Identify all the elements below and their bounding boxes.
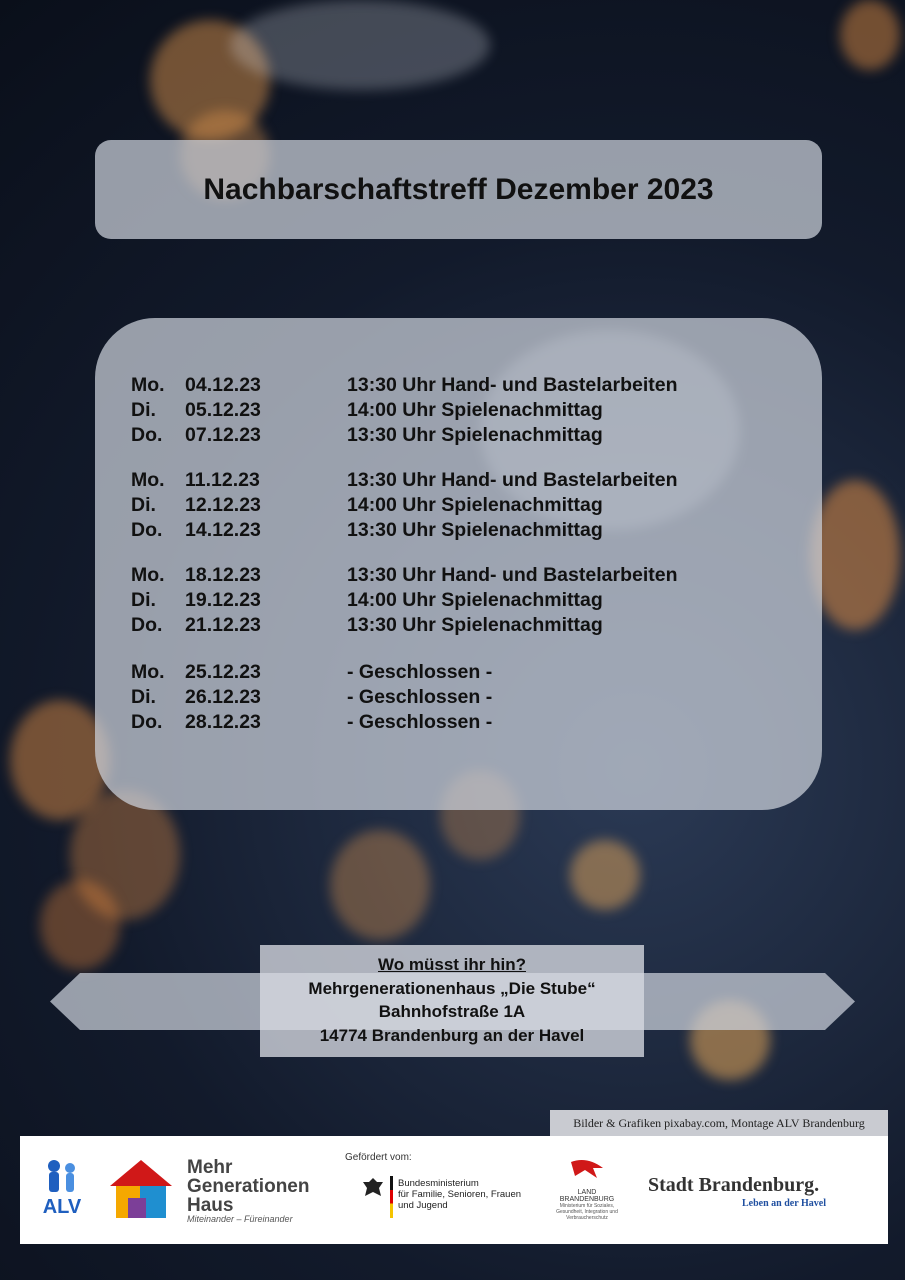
date: 28.12.23 [185,711,261,733]
image-credit: Bilder & Grafiken pixabay.com, Montage ALV Brandenburg [550,1110,888,1136]
date: 19.12.23 [185,589,261,611]
weekday: Do. [131,614,163,636]
event: 13:30 Uhr Spielenachmittag [347,424,603,446]
weekday: Mo. [131,661,165,683]
weekday: Mo. [131,564,165,586]
land-line-2: BRANDENBURG [559,1196,615,1203]
location-banner [50,945,855,1057]
weekday: Do. [131,519,163,541]
mgh-wordmark [187,1158,309,1215]
schedule-row [131,710,492,735]
schedule-row [131,493,678,518]
mgh-tagline: Miteinander – Füreinander [187,1214,293,1224]
schedule-panel [95,318,822,810]
schedule-week-2 [131,468,678,543]
date: 05.12.23 [185,399,261,421]
schedule-row [131,468,678,493]
red-eagle-icon [567,1158,607,1182]
bokeh-light [810,480,900,630]
date: 26.12.23 [185,686,261,708]
location-question: Wo müsst ihr hin? [378,955,526,974]
funded-by-label: Gefördert vom: [345,1152,412,1163]
schedule-row [131,613,678,638]
ministry-line-1: Bundesministerium [398,1178,479,1189]
event: 13:30 Uhr Hand- und Bastelarbeiten [347,469,678,491]
date: 18.12.23 [185,564,261,586]
event: 14:00 Uhr Spielenachmittag [347,589,603,611]
location-city: 14774 Brandenburg an der Havel [319,1025,585,1045]
title-panel [95,140,822,239]
location-street: Bahnhofstraße 1A [378,1002,526,1021]
schedule-row [131,373,678,398]
event: 13:30 Uhr Spielenachmittag [347,519,603,541]
ministry-name [398,1178,521,1211]
event: - Geschlossen - [347,711,493,733]
land-ministry: Ministerium für Soziales, Gesundheit, Integration und Verbraucherschutz [556,1203,618,1221]
stadt-tagline: Leben an der Havel [742,1198,826,1209]
bokeh-light [570,840,640,910]
date: 12.12.23 [185,494,261,516]
schedule-row [131,660,492,685]
event: 13:30 Uhr Hand- und Bastelarbeiten [347,374,678,396]
weekday: Di. [131,494,156,516]
ministry-line-3: und Jugend [398,1200,448,1211]
schedule-week-1 [131,373,678,448]
alv-logo [34,1158,90,1222]
federal-eagle-icon [362,1176,384,1200]
mgh-line-1: Mehr [187,1157,233,1178]
schedule-week-3 [131,563,678,638]
page-title: Nachbarschaftstreff Dezember 2023 [203,172,714,206]
weekday: Do. [131,711,163,733]
schedule-row [131,423,678,448]
weekday: Mo. [131,469,165,491]
sponsor-footer [20,1136,888,1244]
flag-bar [390,1176,393,1218]
mgh-house-logo [108,1158,174,1222]
weekday: Di. [131,589,156,611]
date: 21.12.23 [185,614,261,636]
weekday: Di. [131,399,156,421]
location-text [260,953,644,1047]
date: 07.12.23 [185,424,261,446]
weekday: Do. [131,424,163,446]
schedule-week-4 [131,660,492,735]
date: 25.12.23 [185,661,261,683]
schedule-row [131,588,678,613]
event: - Geschlossen - [347,661,493,683]
schedule-row [131,518,678,543]
location-name: Mehrgenerationenhaus „Die Stube“ [308,978,596,998]
land-line-1: LAND [577,1189,597,1196]
event: 14:00 Uhr Spielenachmittag [347,494,603,516]
event: 14:00 Uhr Spielenachmittag [347,399,603,421]
date: 14.12.23 [185,519,261,541]
event: - Geschlossen - [347,686,493,708]
event: 13:30 Uhr Spielenachmittag [347,614,603,636]
date: 04.12.23 [185,374,261,396]
alv-wordmark: ALV [42,1196,82,1218]
schedule-row [131,685,492,710]
mgh-line-3: Haus [187,1195,234,1216]
mgh-line-2: Generationen [187,1176,310,1197]
land-brandenburg-logo [552,1158,622,1221]
ministry-line-2: für Familie, Senioren, Frauen [398,1189,522,1200]
snow-highlight [230,0,490,90]
schedule-row [131,398,678,423]
bokeh-light [330,830,430,940]
schedule-row [131,563,678,588]
weekday: Di. [131,686,156,708]
weekday: Mo. [131,374,165,396]
event: 13:30 Uhr Hand- und Bastelarbeiten [347,564,678,586]
bokeh-light [840,0,900,70]
date: 11.12.23 [185,469,260,491]
house-puzzle-icon [108,1158,174,1222]
stadt-brandenburg-wordmark: Stadt Brandenburg. [648,1174,820,1196]
